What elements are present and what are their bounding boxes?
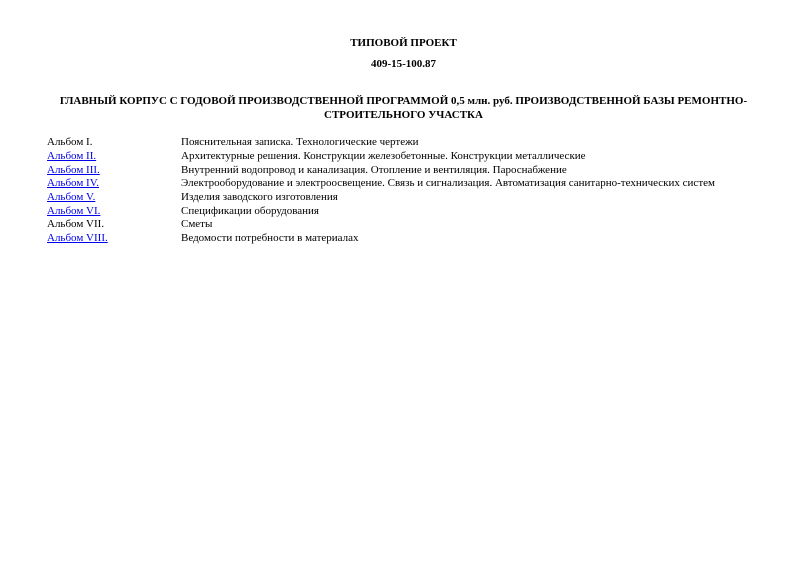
document-type-heading: ТИПОВОЙ ПРОЕКТ xyxy=(350,37,457,49)
album-description: Спецификации оборудования xyxy=(181,204,319,217)
album-link[interactable]: Альбом VI. xyxy=(47,204,101,217)
album-link[interactable]: Альбом IV. xyxy=(47,177,99,190)
album-row xyxy=(47,204,767,218)
album-description: Сметы xyxy=(181,218,213,231)
album-link[interactable]: Альбом V. xyxy=(47,191,96,204)
album-name: Альбом VII. xyxy=(47,218,105,231)
project-title-line-2: СТРОИТЕЛЬНОГО УЧАСТКА xyxy=(324,109,483,121)
album-row xyxy=(47,191,767,205)
album-row xyxy=(47,150,767,164)
album-description: Внутренний водопровод и канализация. Отопление и вентиляция. Пароснабжение xyxy=(181,163,567,176)
album-description: Архитектурные решения. Конструкции железобетонные. Конструкции металлические xyxy=(181,150,586,163)
album-description: Пояснительная записка. Технологические чертежи xyxy=(181,136,419,149)
album-list xyxy=(47,136,767,246)
project-title xyxy=(50,94,757,122)
album-description: Изделия заводского изготовления xyxy=(181,191,338,204)
project-code-heading: 409-15-100.87 xyxy=(370,58,437,70)
album-row xyxy=(47,136,767,150)
album-row xyxy=(47,163,767,177)
project-title-line-1: ГЛАВНЫЙ КОРПУС С ГОДОВОЙ ПРОИЗВОДСТВЕННОЙ ПРОГРАММОЙ 0,5 млн. руб. ПРОИЗВОДСТВЕННОЙ БАЗЫ РЕМОНТНО- xyxy=(59,95,748,107)
album-row xyxy=(47,218,767,232)
album-link[interactable]: Альбом VIII. xyxy=(47,232,108,245)
album-description: Ведомости потребности в материалах xyxy=(181,232,359,245)
album-link[interactable]: Альбом III. xyxy=(47,163,100,176)
album-name: Альбом I. xyxy=(47,136,93,149)
album-row xyxy=(47,232,767,246)
album-description: Электрооборудование и электроосвещение. Связь и сигнализация. Автоматизация санитарно-технических систем xyxy=(181,177,715,190)
album-row xyxy=(47,177,767,191)
album-link[interactable]: Альбом II. xyxy=(47,150,97,163)
